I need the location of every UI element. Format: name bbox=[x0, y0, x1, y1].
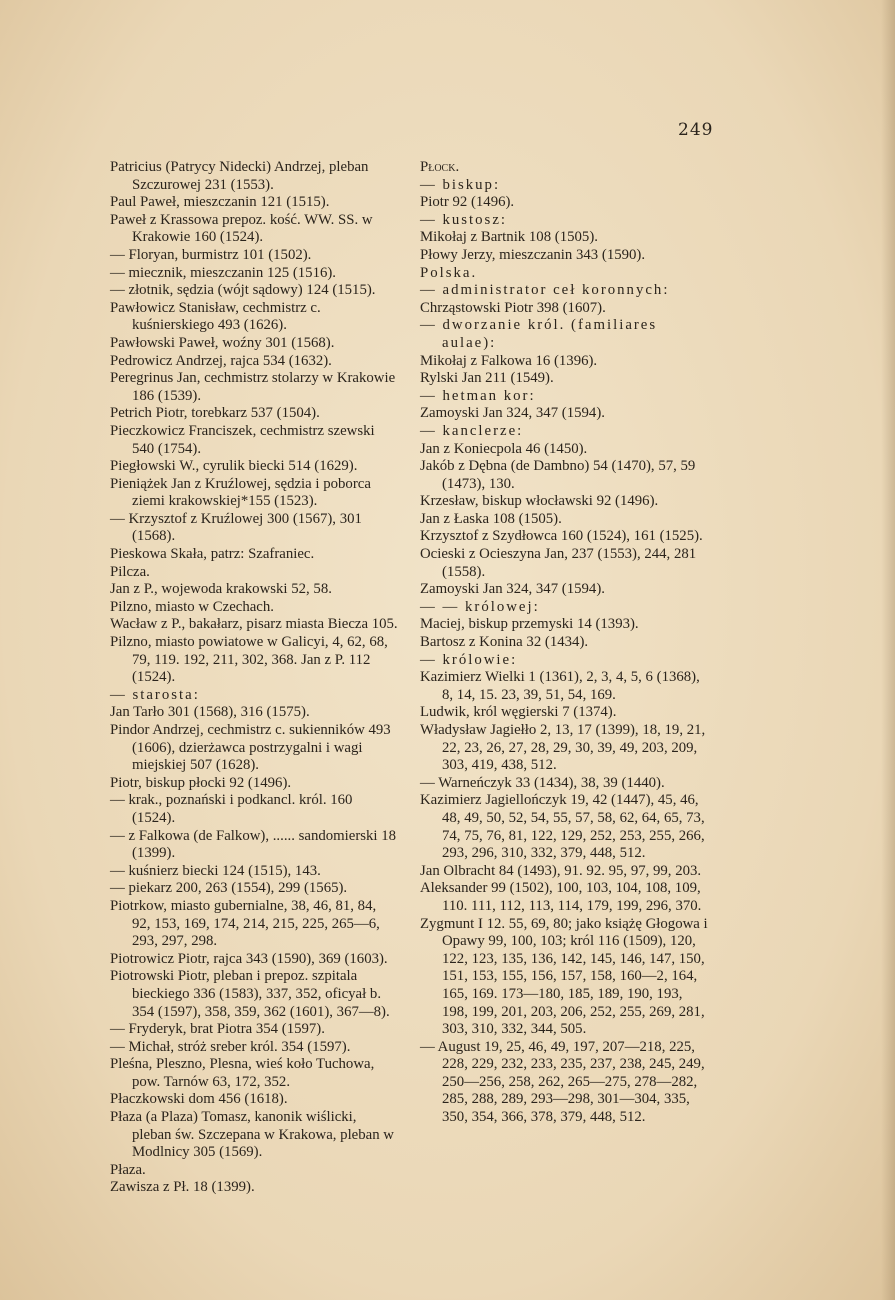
right-index-entry: Kazimierz Wielki 1 (1361), 2, 3, 4, 5, 6 (1368), 8, 14, 15. 23, 39, 51, 54, 169. bbox=[420, 669, 700, 703]
left-index-entry: Jan Tarło 301 (1568), 316 (1575). bbox=[110, 704, 310, 721]
right-index-entry: Krzysztof z Szydłowca 160 (1524), 161 (1525). bbox=[420, 528, 703, 545]
left-index-entry: Pilzno, miasto w Czechach. bbox=[110, 598, 274, 615]
left-index-entry: — kuśnierz biecki 124 (1515), 143. bbox=[110, 862, 321, 879]
left-index-entry: — starosta: bbox=[110, 686, 200, 703]
left-index-entry: — Floryan, burmistrz 101 (1502). bbox=[110, 246, 312, 263]
left-index-entry: Jan z P., wojewoda krakowski 52, 58. bbox=[110, 581, 332, 598]
left-index-entry: — krak., poznański i podkancl. król. 160 (1524). bbox=[110, 792, 353, 826]
right-index-entry: — kanclerze: bbox=[420, 422, 524, 439]
left-index-entry: Piotrowski Piotr, pleban i prepoz. szpitala bieckiego 336 (1583), 337, 352, oficyał b. 354 (1597), 358, 359, 362 (1601), 367—8). bbox=[110, 968, 390, 1020]
left-index-entry: — z Falkowa (de Falkow), ...... sandomierski 18 (1399). bbox=[110, 827, 397, 862]
right-index-entry: Kazimierz Jagiellończyk 19, 42 (1447), 45, 46, 48, 49, 50, 52, 54, 55, 57, 58, 62, 64, 65, 73, 74, 75, 76, 81, 122, 129, 252, 253, 255, 266, 293, 296, 310, 332, 379, 448, 512. bbox=[420, 792, 705, 862]
left-index-entry: Płaza (a Plaza) Tomasz, kanonik wiślicki, pleban św. Szczepana w Krakowa, pleban w Modlnicy 305 (1569). bbox=[110, 1109, 394, 1161]
left-index-entry: Piotrkow, miasto gubernialne, 38, 46, 81, 84, 92, 153, 169, 174, 214, 215, 225, 265—6, 293, 297, 298. bbox=[110, 897, 380, 950]
index-column-right bbox=[420, 159, 708, 1127]
left-index-entry: Pilcza. bbox=[110, 563, 150, 580]
right-index-entry: Polska. bbox=[420, 264, 478, 281]
right-index-entry: Maciej, biskup przemyski 14 (1393). bbox=[420, 616, 639, 633]
right-index-entry: Rylski Jan 211 (1549). bbox=[420, 370, 554, 387]
right-index-entry: Chrząstowski Piotr 398 (1607). bbox=[420, 299, 606, 316]
index-column-left bbox=[110, 159, 398, 1197]
right-index-entry: Mikołaj z Bartnik 108 (1505). bbox=[420, 229, 598, 246]
left-index-entry: Pedrowicz Andrzej, rajca 534 (1632). bbox=[110, 352, 332, 369]
right-index-entry: — Warneńczyk 33 (1434), 38, 39 (1440). bbox=[420, 774, 665, 791]
left-index-entry: — Michał, stróż sreber król. 354 (1597). bbox=[110, 1038, 351, 1055]
left-index-entry: Płaczkowski dom 456 (1618). bbox=[110, 1091, 288, 1108]
right-index-entry: — biskup: bbox=[420, 176, 501, 193]
left-index-entry: — złotnik, sędzia (wójt sądowy) 124 (1515). bbox=[110, 282, 376, 299]
page-edge-shadow bbox=[881, 0, 895, 1300]
right-index-entry: Jan Olbracht 84 (1493), 91. 92. 95, 97, 99, 203. bbox=[420, 862, 702, 879]
right-index-entry: Zamoyski Jan 324, 347 (1594). bbox=[420, 581, 605, 598]
right-index-entry: Zygmunt I 12. 55, 69, 80; jako książę Głogowa i Opawy 99, 100, 103; król 116 (1509), 120, 122, 123, 135, 136, 142, 145, 146, 147, 150, 151, 153, 155, 156, 157, 158, 160—2, 164, 165, 169. 173—180, 185, 189, 190, 193, 198, 199, 201, 203, 206, 252, 255, 269, 281, 303, 310, 332, 344, 505. bbox=[420, 915, 708, 1038]
right-index-entry: Ludwik, król węgierski 7 (1374). bbox=[420, 704, 617, 721]
right-index-entry: Zamoyski Jan 324, 347 (1594). bbox=[420, 405, 605, 422]
right-index-entry: Jan z Koniecpola 46 (1450). bbox=[420, 440, 588, 457]
right-index-entry: Aleksander 99 (1502), 100, 103, 104, 108, 109, 110. 111, 112, 113, 114, 179, 199, 296, 370. bbox=[420, 880, 702, 914]
right-index-entry: — August 19, 25, 46, 49, 197, 207—218, 225, 228, 229, 232, 233, 235, 237, 238, 245, 249, 250—256, 258, 262, 265—275, 278—282, 285, 288, 289, 293—298, 301—304, 335, 350, 354, 366, 378, 379, 448, 512. bbox=[420, 1038, 705, 1126]
left-index-entry: Pawłowski Paweł, woźny 301 (1568). bbox=[110, 334, 335, 351]
right-index-entry: — kustosz: bbox=[420, 211, 507, 228]
left-index-entry: Pieczkowicz Franciszek, cechmistrz szewski 540 (1754). bbox=[110, 422, 375, 457]
left-index-entry: Pawłowicz Stanisław, cechmistrz c. kuśnierskiego 493 (1626). bbox=[110, 299, 321, 334]
left-index-entry: Pieskowa Skała, patrz: Szafraniec. bbox=[110, 546, 315, 563]
left-index-entry: Piegłowski W., cyrulik biecki 514 (1629). bbox=[110, 458, 358, 475]
left-index-entry: Pindor Andrzej, cechmistrz c. sukienników 493 (1606), dzierżawca postrzygalni i wagi miejskiej 507 (1628). bbox=[110, 722, 391, 774]
left-index-entry: — miecznik, mieszczanin 125 (1516). bbox=[110, 264, 336, 281]
left-index-entry: Pieniążek Jan z Kruźlowej, sędzia i poborca ziemi krakowskiej*155 (1523). bbox=[110, 475, 371, 510]
left-index-entry: — Krzysztof z Kruźlowej 300 (1567), 301 (1568). bbox=[110, 510, 362, 545]
left-index-entry: Paweł z Krassowa prepoz. kość. WW. SS. w Krakowie 160 (1524). bbox=[110, 211, 373, 246]
left-index-entry: Pilzno, miasto powiatowe w Galicyi, 4, 62, 68, 79, 119. 192, 211, 302, 368. Jan z P. 112 (1524). bbox=[110, 634, 388, 686]
left-index-entry: — piekarz 200, 263 (1554), 299 (1565). bbox=[110, 880, 348, 897]
left-index-entry: Petrich Piotr, torebkarz 537 (1504). bbox=[110, 405, 320, 422]
left-index-entry: Piotr, biskup płocki 92 (1496). bbox=[110, 774, 292, 791]
right-index-entry: — administrator ceł koronnych: bbox=[420, 282, 670, 299]
left-index-entry: — Fryderyk, brat Piotra 354 (1597). bbox=[110, 1021, 325, 1038]
right-index-entry: Krzesław, biskup włocławski 92 (1496). bbox=[420, 493, 659, 510]
right-index-entry: Piotr 92 (1496). bbox=[420, 194, 515, 211]
left-index-entry: Paul Paweł, mieszczanin 121 (1515). bbox=[110, 194, 330, 211]
right-index-entry: Ocieski z Ocieszyna Jan, 237 (1553), 244, 281 (1558). bbox=[420, 546, 697, 580]
right-index-entry: — królowie: bbox=[420, 651, 518, 668]
right-index-entry: Płock. bbox=[420, 159, 460, 175]
right-index-entry: Władysław Jagiełło 2, 13, 17 (1399), 18, 19, 21, 22, 23, 26, 27, 28, 29, 30, 39, 49, 203, 209, 303, 419, 438, 512. bbox=[420, 722, 706, 774]
left-index-entry: Wacław z P., bakałarz, pisarz miasta Biecza 105. bbox=[110, 616, 398, 633]
left-index-entry: Patricius (Patrycy Nidecki) Andrzej, pleban Szczurowej 231 (1553). bbox=[110, 159, 369, 193]
left-index-entry: Pleśna, Pleszno, Plesna, wieś koło Tuchowa, pow. Tarnów 63, 172, 352. bbox=[110, 1056, 375, 1090]
right-index-entry: — hetman kor: bbox=[420, 387, 536, 404]
left-index-entry: Zawisza z Pł. 18 (1399). bbox=[110, 1179, 255, 1196]
left-index-entry: Płaza. bbox=[110, 1161, 146, 1178]
page-number: 249 bbox=[678, 120, 714, 140]
right-index-entry: — — królowej: bbox=[420, 598, 540, 615]
right-index-entry: — dworzanie król. (familiares aulae): bbox=[420, 317, 658, 351]
right-index-entry: Mikołaj z Falkowa 16 (1396). bbox=[420, 352, 598, 369]
left-index-entry: Peregrinus Jan, cechmistrz stolarzy w Krakowie 186 (1539). bbox=[110, 370, 396, 404]
left-index-entry: Piotrowicz Piotr, rajca 343 (1590), 369 (1603). bbox=[110, 950, 388, 967]
right-index-entry: Jan z Łaska 108 (1505). bbox=[420, 510, 562, 527]
right-index-entry: Jakób z Dębna (de Dambno) 54 (1470), 57, 59 (1473), 130. bbox=[420, 458, 696, 492]
right-index-entry: Bartosz z Konina 32 (1434). bbox=[420, 634, 589, 651]
right-index-entry: Płowy Jerzy, mieszczanin 343 (1590). bbox=[420, 246, 646, 263]
